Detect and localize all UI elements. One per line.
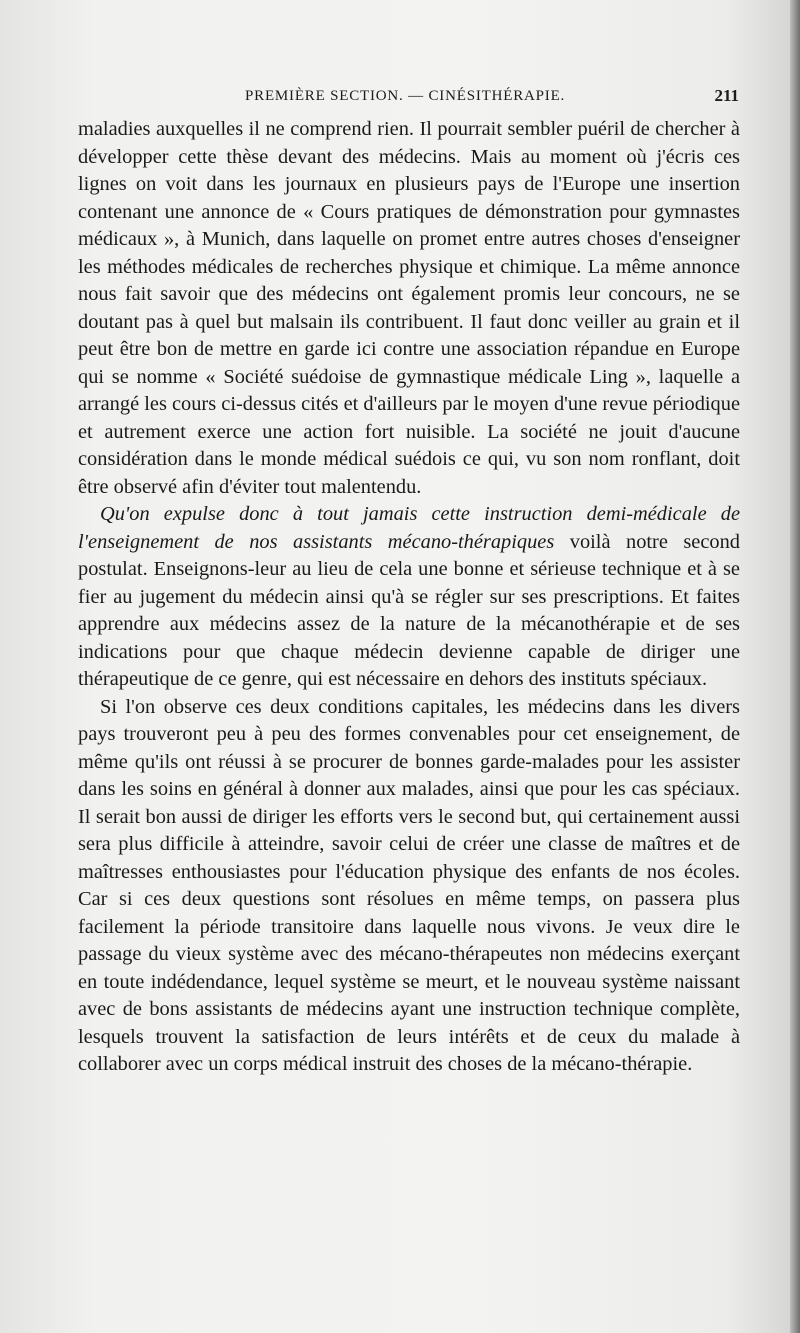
paragraph-2 — [78, 501, 740, 694]
paragraph-2-text: voilà notre second postulat. Enseignons-leur au lieu de cela une bonne et sérieuse technique et à se fier au jugement du médecin ainsi qu'à se régler sur ses prescriptions. Et faites apprendre aux médecins assez de la nature de la mécanothérapie et de ses indications pour que chaque médecin devienne capable de diriger une thérapeutique de ce genre, qui est nécessaire en dehors des instituts spéciaux. — [78, 530, 740, 690]
paragraph-2-italic: Qu'on expulse donc à tout jamais cette instruction demi-médicale de l'enseignement de nos assistants mécano-thérapiques — [78, 503, 740, 553]
paragraph-3 — [78, 694, 740, 1079]
body-text — [78, 116, 740, 1079]
paragraph-1 — [78, 116, 740, 501]
page-header — [75, 86, 743, 112]
page-edge-shadow — [790, 0, 800, 1333]
paragraph-1-text: maladies auxquelles il ne comprend rien. Il pourrait sembler puéril de chercher à développer cette thèse devant des médecins. Mais au moment où j'écris ces lignes on voit dans les journaux en plusieurs pays de l'Europe une insertion contenant une annonce de « Cours pratiques de démonstration pour gymnastes médicaux », à Munich, dans laquelle on promet entre autres choses d'enseigner les méthodes médicales de recherches physique et chimique. La même annonce nous fait savoir que des médecins ont également promis leur concours, ne se doutant pas à quel but malsain ils contribuent. Il faut donc veiller au grain et il peut être bon de mettre en garde ici contre une association répandue en Europe qui se nomme « Société suédoise de gymnastique médicale Ling », laquelle a arrangé les cours ci-dessus cités et d'ailleurs par le moyen d'une revue périodique et autrement exerce une action fort nuisible. La société ne jouit d'aucune considération dans le monde médical suédois ce qui, vu son nom ronflant, doit être observé afin d'éviter tout malentendu. — [78, 118, 740, 498]
paragraph-3-text: Si l'on observe ces deux conditions capitales, les médecins dans les divers pays trouveront peu à peu des formes convenables pour cet enseignement, de même qu'ils ont réussi à se procurer de bonnes garde-malades pour les assister dans les soins en général à donner aux malades, ainsi que pour les cas spéciaux. Il serait bon aussi de diriger les efforts vers le second but, qui certainement aussi sera plus difficile à atteindre, savoir celui de créer une classe de maîtres et de maîtresses enthousiastes pour l'éducation physique des enfants de nos écoles. Car si ces deux questions sont résolues en même temps, on passera plus facilement la période transitoire dans laquelle nous vivons. Je veux dire le passage du vieux système avec des mécano-thérapeutes non médecins exerçant en toute indédendance, lequel système se meurt, et le nouveau système naissant avec de bons assistants de médecins ayant une instruction technique complète, lesquels trouvent la satisfaction de leurs intérêts et de ceux du malade à collaborer avec un corps médical instruit des choses de la mécano-thérapie. — [78, 695, 740, 1075]
running-head: PREMIÈRE SECTION. — CINÉSITHÉRAPIE. — [245, 88, 566, 104]
page-number: 211 — [714, 86, 739, 105]
